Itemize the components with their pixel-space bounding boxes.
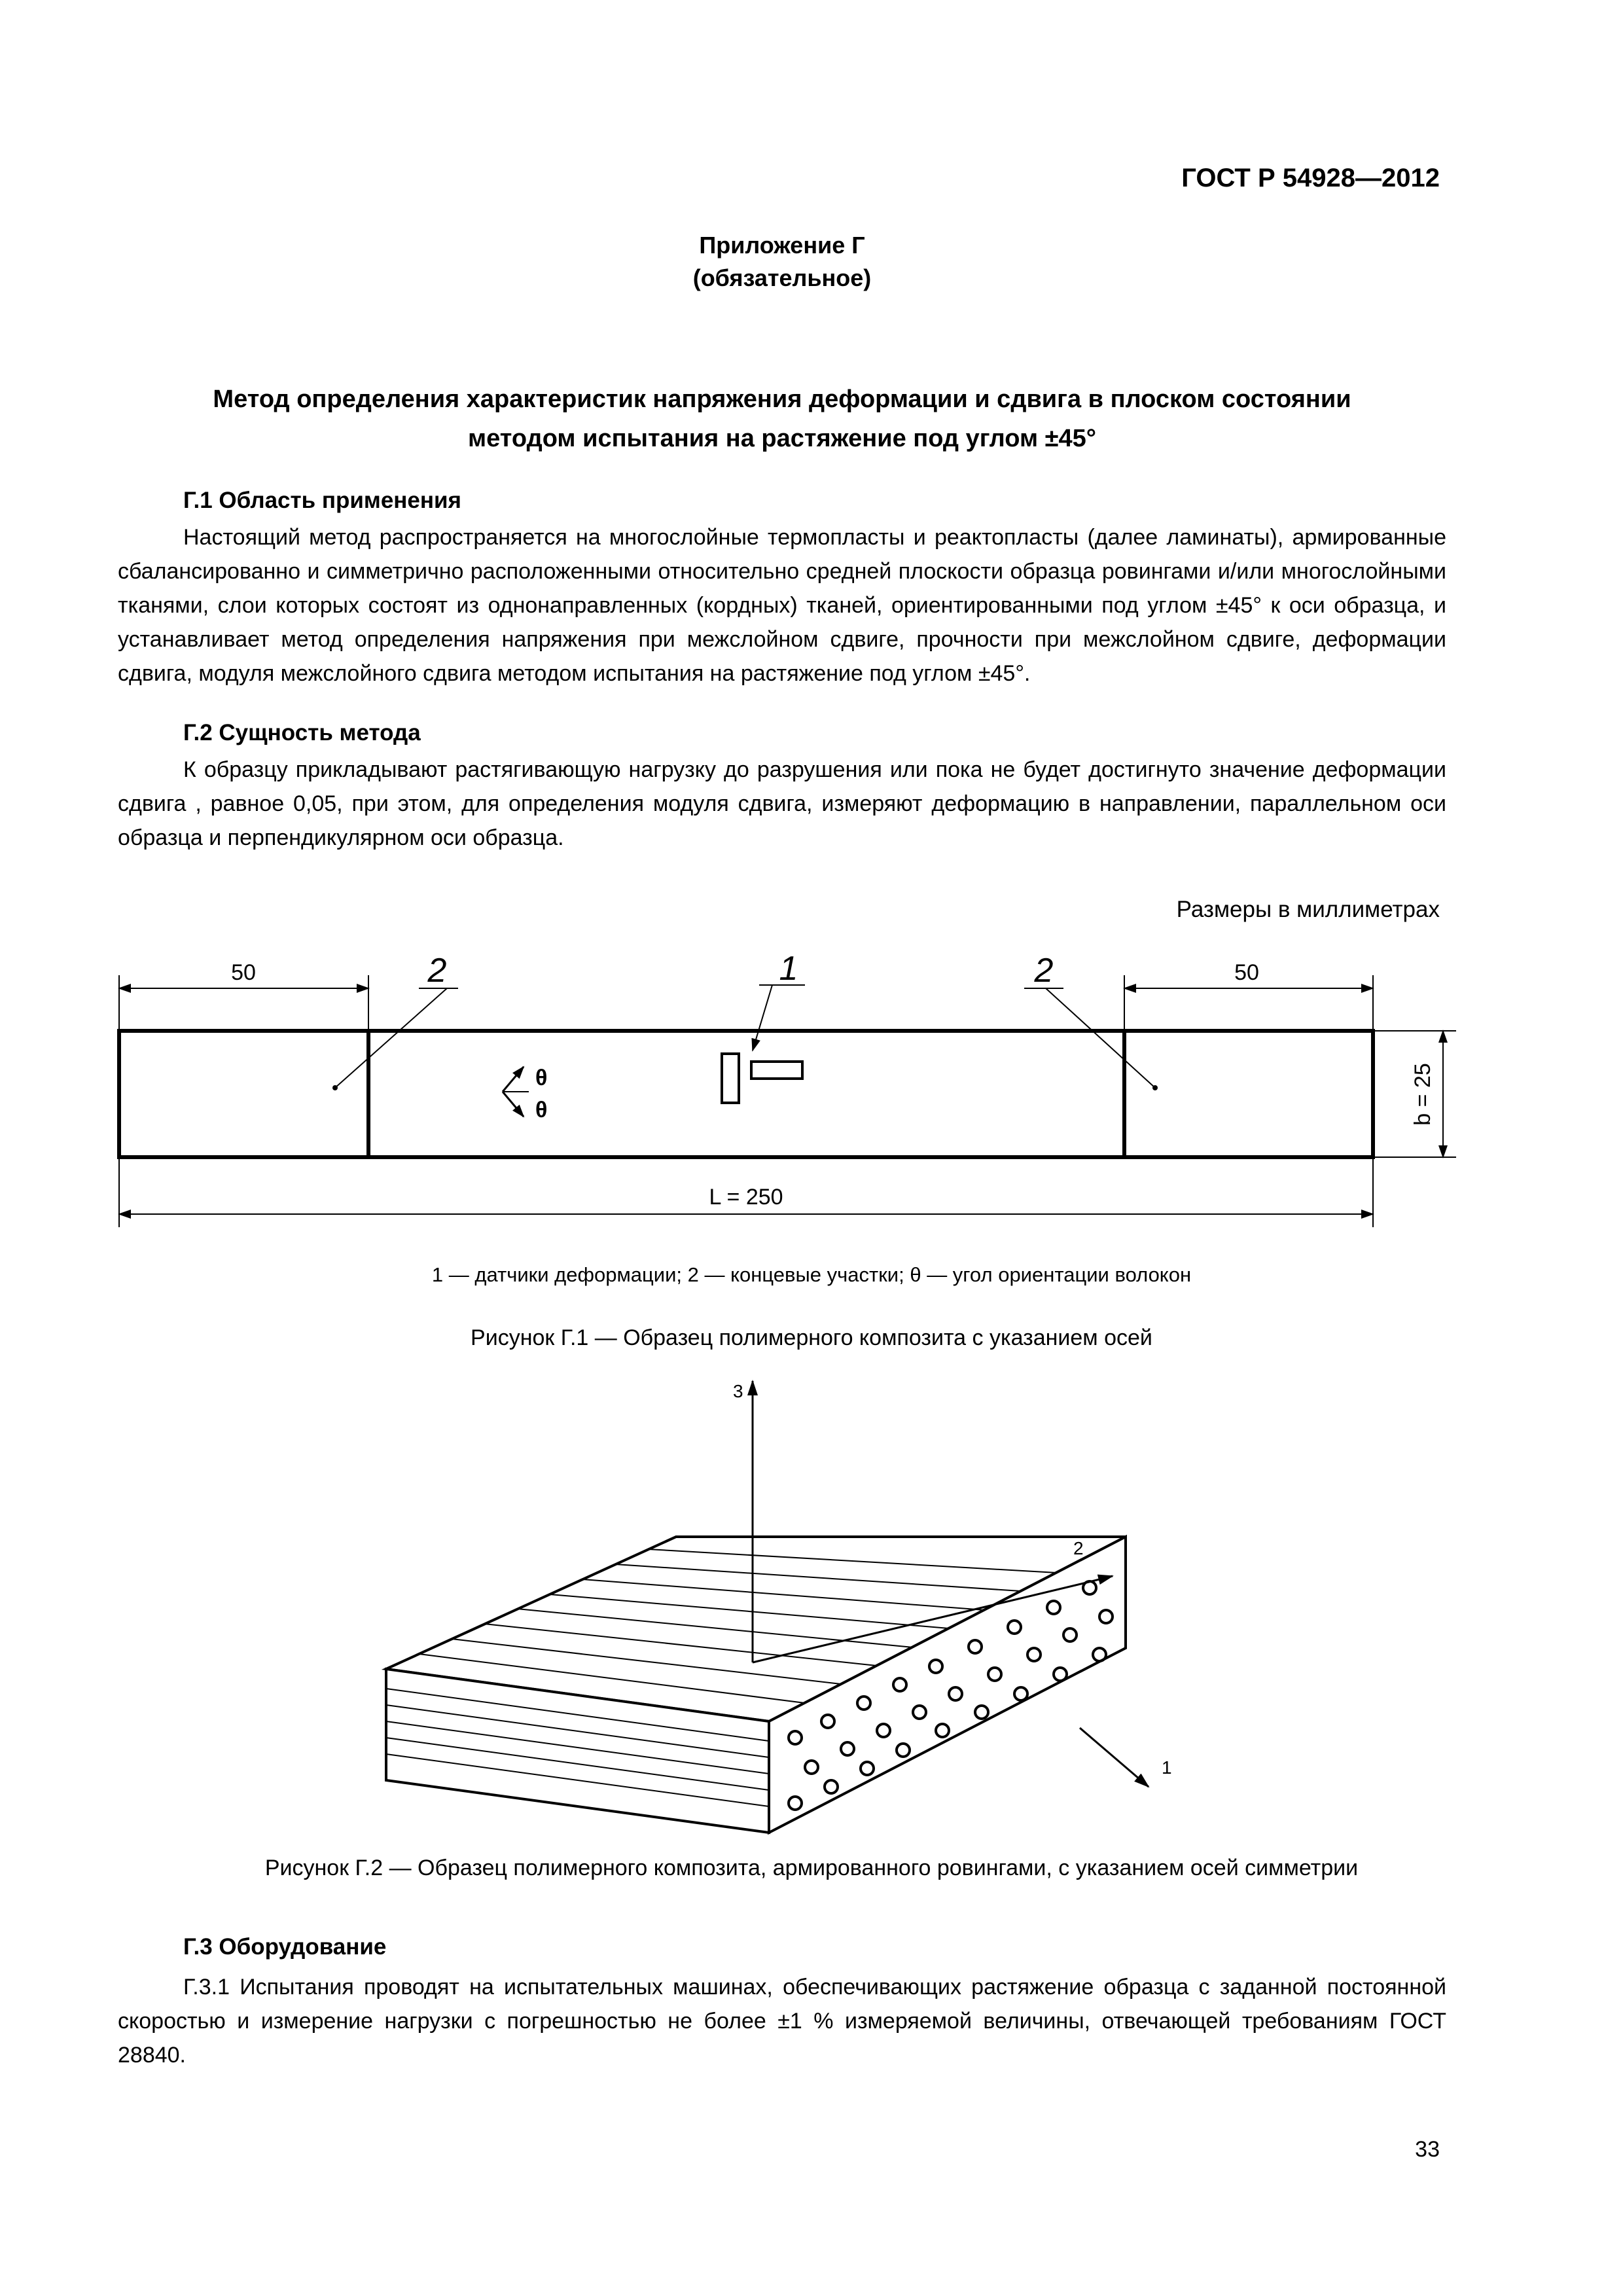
section-1-text: Настоящий метод распространяется на многослойные термопласты и реактопласты (далее ламинаты), армированные сбалансированно и симметрично расположенными относительно средней плоскости образца ровингами и/или многослойными тканями, слои которых состоят из однонаправленных (кордных) тканей, ориентированными под углом ±45° к оси образца, и устанавливает метод определения напряжения при межслойном сдвиге, прочности при межслойном сдвиге, деформации сдвига, модуля межслойного сдвига методом испытания на растяжение под углом ±45°. xyxy=(118,525,1446,686)
composite-axes-figure xyxy=(0,1342,1623,1898)
label-1: 1 xyxy=(779,950,798,988)
theta-label-upper: θ xyxy=(535,1066,548,1090)
appendix-status: (обязательное) xyxy=(692,264,872,291)
section-1-heading: Г.1 Область применения xyxy=(183,488,461,513)
dimension-left-label: 50 xyxy=(231,960,256,985)
dimension-b-label: b = 25 xyxy=(1410,1063,1435,1126)
section-2-heading: Г.2 Сущность метода xyxy=(183,720,421,745)
section-3-text: Г.3.1 Испытания проводят на испытательных машинах, обеспечивающих растяжение образца с заданной постоянной скоростью и измерение нагрузки с погрешностью не более ±1 % измеряемой величины, отвечающей требованиям ГОСТ 28840. xyxy=(118,1975,1446,2068)
fiber-direction-arrow-up xyxy=(503,1067,524,1092)
theta-label-lower: θ xyxy=(535,1098,548,1122)
axis-1 xyxy=(1080,1728,1149,1787)
title-line-2: методом испытания на растяжение под углом ±45° xyxy=(468,425,1096,452)
document-code: ГОСТ Р 54928—2012 xyxy=(1181,164,1440,192)
figure-1-legend: 1 — датчики деформации; 2 — концевые участки; θ — угол ориентации волокон xyxy=(431,1263,1192,1286)
section-2-text: К образцу прикладывают растягивающую нагрузку до разрушения или пока не будет достигнуто значение деформации сдвига , равное 0,05, при этом, для определения модуля сдвига, измеряют деформацию в направлении, параллельном оси образца и перпендикулярном оси образца. xyxy=(118,757,1446,850)
label-2-right: 2 xyxy=(1034,952,1054,990)
axis-1-label: 1 xyxy=(1162,1757,1172,1778)
axis-2-label: 2 xyxy=(1073,1538,1084,1558)
fiber-direction-arrow-down xyxy=(503,1092,524,1117)
leader-line-1 xyxy=(753,985,772,1050)
strain-gauge-transverse xyxy=(722,1054,739,1103)
leader-line-2-right xyxy=(1046,988,1155,1088)
title-line-1: Метод определения характеристик напряжения деформации и сдвига в плоском состоянии xyxy=(213,386,1351,413)
label-2-left: 2 xyxy=(427,952,447,990)
appendix-label: Приложение Г xyxy=(699,232,865,259)
leader-line-2-left xyxy=(335,988,447,1088)
figure-2-caption: Рисунок Г.2 — Образец полимерного композита, армированного ровингами, с указанием осей симметрии xyxy=(264,1856,1359,1880)
dimension-L-label: L = 250 xyxy=(709,1185,783,1210)
figure-1-caption: Рисунок Г.1 — Образец полимерного композита с указанием осей xyxy=(471,1325,1152,1350)
specimen-outline xyxy=(119,1031,1373,1157)
axis-3-label: 3 xyxy=(733,1381,743,1401)
dimension-right-label: 50 xyxy=(1234,960,1259,985)
strain-gauge-longitudinal xyxy=(751,1062,802,1079)
page-number: 33 xyxy=(1415,2137,1440,2162)
dimensions-note: Размеры в миллиметрах xyxy=(1176,897,1440,922)
section-3-heading: Г.3 Оборудование xyxy=(183,1934,387,1960)
